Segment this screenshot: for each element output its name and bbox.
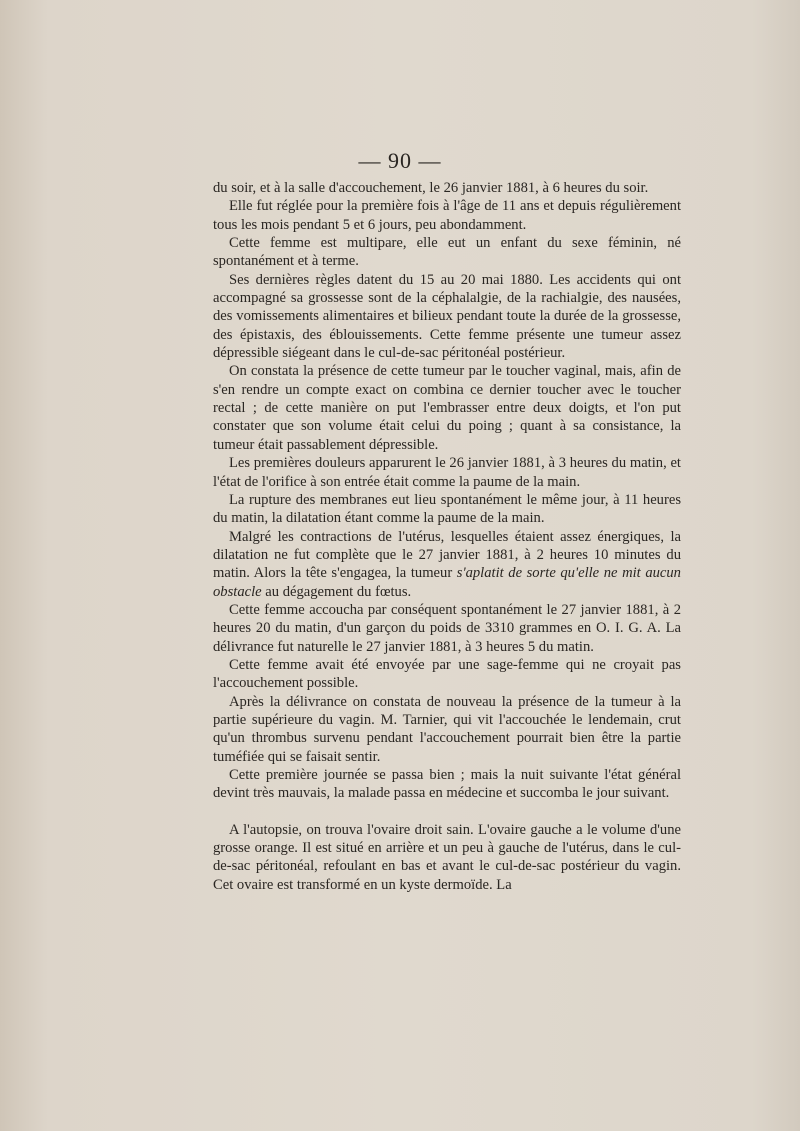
paragraph-malgre-contractions bbox=[213, 528, 681, 601]
paragraph-constatation-tumeur: On constata la présence de cette tumeur par le toucher vaginal, mais, afin de s'en rendre un compte exact on combina ce dernier toucher avec le toucher rectal ; de cette manière on put l'embrasser entre deux doigts, et l'on put constater que son volume était celui du poing ; quant à sa consistance, la tumeur était passablement dépressible. bbox=[213, 363, 681, 453]
malgre-text-before: Malgré les contractions de l'utérus, lesquelles étaient assez énergiques, la dilatation ne fut complète que le 27 janvier 1881, à 2 heures 10 minutes du matin. Alors la tête s'engagea, la tumeur bbox=[213, 528, 681, 582]
paragraph-continuation: du soir, et à la salle d'accouchement, le 26 janvier 1881, à 6 heures du soir. bbox=[213, 180, 649, 196]
paragraph-premieres-douleurs: Les premières douleurs apparurent le 26 janvier 1881, à 3 heures du matin, et l'état de l'orifice à son entrée était comme la paume de la main. bbox=[213, 455, 681, 490]
paragraph-apres-delivrance: Après la délivrance on constata de nouveau la présence de la tumeur à la partie supérieure du vagin. M. Tarnier, qui vit l'accouchée le lendemain, crut qu'un thrombus survenu pendant l'accouchement pourrait bien être la partie tuméfiée qui se faisait sentir. bbox=[213, 693, 681, 765]
malgre-text-after: au dégagement du fœtus. bbox=[261, 583, 412, 600]
page-number: — 90 — bbox=[358, 148, 442, 173]
paragraph-multipare: Cette femme est multipare, elle eut un enfant du sexe féminin, né spontanément et à terme. bbox=[213, 235, 681, 270]
body-text bbox=[213, 179, 681, 894]
paragraph-accouchement: Cette femme accoucha par conséquent spontanément le 27 janvier 1881, à 2 heures 20 du matin, d'un garçon du poids de 3310 grammes en O. I. G. A. La délivrance fut naturelle le 27 janvier 1881, à 3 heures 5 du matin. bbox=[213, 601, 681, 655]
paragraph-menstruation: Elle fut réglée pour la première fois à l'âge de 11 ans et depuis régulièrement tous les mois pendant 5 et 6 jours, peu abondamment. bbox=[213, 198, 681, 233]
paragraph-rupture-membranes: La rupture des membranes eut lieu spontanément le même jour, à 11 heures du matin, la dilatation étant comme la paume de la main. bbox=[213, 491, 681, 527]
paragraph-dernieres-regles: Ses dernières règles datent du 15 au 20 mai 1880. Les accidents qui ont accompagné sa grossesse sont de la céphalalgie, de la rachialgie, des nausées, des vomissements alimentaires et bilieux pendant toute la durée de la grossesse, des épistaxis, des éblouissements. Cette femme présente une tumeur assez dépressible siégeant dans le cul-de-sac péritonéal postérieur. bbox=[213, 271, 681, 362]
paragraph-sage-femme: Cette femme avait été envoyée par une sage-femme qui ne croyait pas l'accouchement possible. bbox=[213, 656, 681, 692]
paragraph-autopsie: A l'autopsie, on trouva l'ovaire droit sain. L'ovaire gauche a le volume d'une grosse orange. Il est situé en arrière et un peu à gauche de l'utérus, dans le cul-de-sac péritonéal, refoulant en bas et avant le cul-de-sac postérieur du vagin. Cet ovaire est transformé en un kyste dermoïde. La bbox=[213, 821, 681, 893]
paragraph-premiere-journee: Cette première journée se passa bien ; mais la nuit suivante l'état général devint très mauvais, la malade passa en médecine et succomba le jour suivant. bbox=[213, 767, 681, 802]
malgre-text-italic: s'aplatit de sorte qu'elle ne mit aucun obstacle bbox=[213, 565, 681, 600]
